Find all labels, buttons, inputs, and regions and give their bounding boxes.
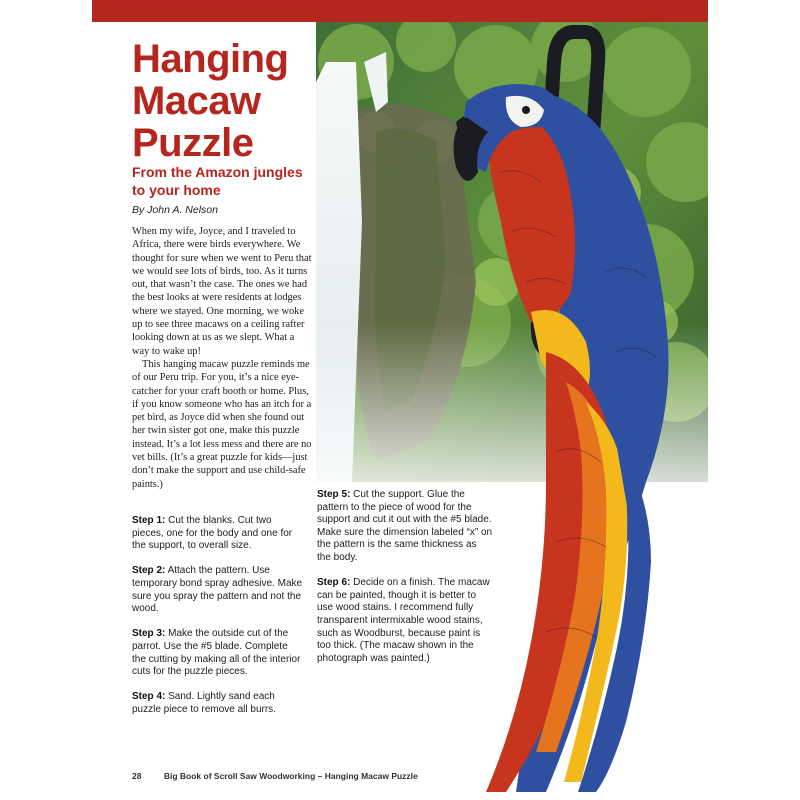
step-text: Attach the pattern. Use temporary bond spray adhesive. Make sure you spray the pattern and not the wood. <box>132 565 303 615</box>
step-label: Step 2: <box>132 565 166 577</box>
step-6 <box>317 577 493 665</box>
article-subtitle <box>132 163 322 199</box>
step-4 <box>132 691 304 716</box>
intro-paragraph: This hanging macaw puzzle reminds me of our Peru trip. For you, it’s a nice eye-catcher for your craft booth or home. Plus, if you know someone who has an itch for a pet bird, as Joyce did when she found out her twin sister got one, make this puzzle instead. It’s a lot less mess and there are no vet bills. (It’s a great puzzle for kids—just don’t make the support and use child-safe paints.) <box>132 358 312 490</box>
step-text: Sand. Lightly sand each puzzle piece to remove all burrs. <box>132 691 276 715</box>
step-1 <box>132 515 304 553</box>
step-text: Decide on a finish. The macaw can be painted, though it is better to use wood stains. I recommend fully transparent intermixable wood stains, such as Woodburst, because paint is too thick. (The macaw shown in the photograph was painted.) <box>317 577 490 664</box>
subtitle-line: From the Amazon jungles <box>132 164 303 180</box>
steps-right-column <box>317 489 493 678</box>
byline: By John A. Nelson <box>132 204 218 216</box>
step-3 <box>132 628 304 678</box>
step-label: Step 1: <box>132 515 166 526</box>
step-5 <box>317 489 493 565</box>
step-text: Cut the blanks. Cut two pieces, one for the body and one for the support, to overall size. <box>132 515 293 552</box>
running-title: Big Book of Scroll Saw Woodworking – Hanging Macaw Puzzle <box>163 771 418 781</box>
intro-text <box>132 225 312 491</box>
step-label: Step 5: <box>317 489 351 500</box>
steps-left-column <box>132 515 304 729</box>
step-text: Make the outside cut of the parrot. Use the #5 blade. Complete the cutting by making all of the interior cuts for the puzzle pieces. <box>132 628 301 678</box>
header-accent-bar <box>92 0 708 22</box>
article-title <box>132 38 322 164</box>
subtitle-line: to your home <box>132 182 221 198</box>
page-footer <box>132 771 418 781</box>
page-number: 28 <box>132 771 142 781</box>
macaw-puzzle-photo <box>316 22 708 800</box>
step-label: Step 6: <box>317 577 351 589</box>
step-label: Step 4: <box>132 691 166 703</box>
step-2 <box>132 565 304 615</box>
title-line: Puzzle <box>132 121 254 165</box>
title-line: Macaw <box>132 79 261 123</box>
intro-paragraph: When my wife, Joyce, and I traveled to Africa, there were birds everywhere. We thought for sure when we went to Peru that we would see lots of birds, too. As it turns out, that wasn’t the case. The ones we had the best looks at were residents at lodges where we stayed. One morning, we woke up to see three macaws on a ceiling rafter looking down at us as we slept. What a way to wake up! <box>132 226 312 357</box>
step-text: Cut the support. Glue the pattern to the piece of wood for the support and cut it out with the #5 blade. Make sure the dimension labeled “x” on the pattern is the same thickness as the body. <box>317 489 493 563</box>
title-line: Hanging <box>132 37 289 81</box>
magazine-page <box>92 0 708 800</box>
step-label: Step 3: <box>132 628 166 640</box>
